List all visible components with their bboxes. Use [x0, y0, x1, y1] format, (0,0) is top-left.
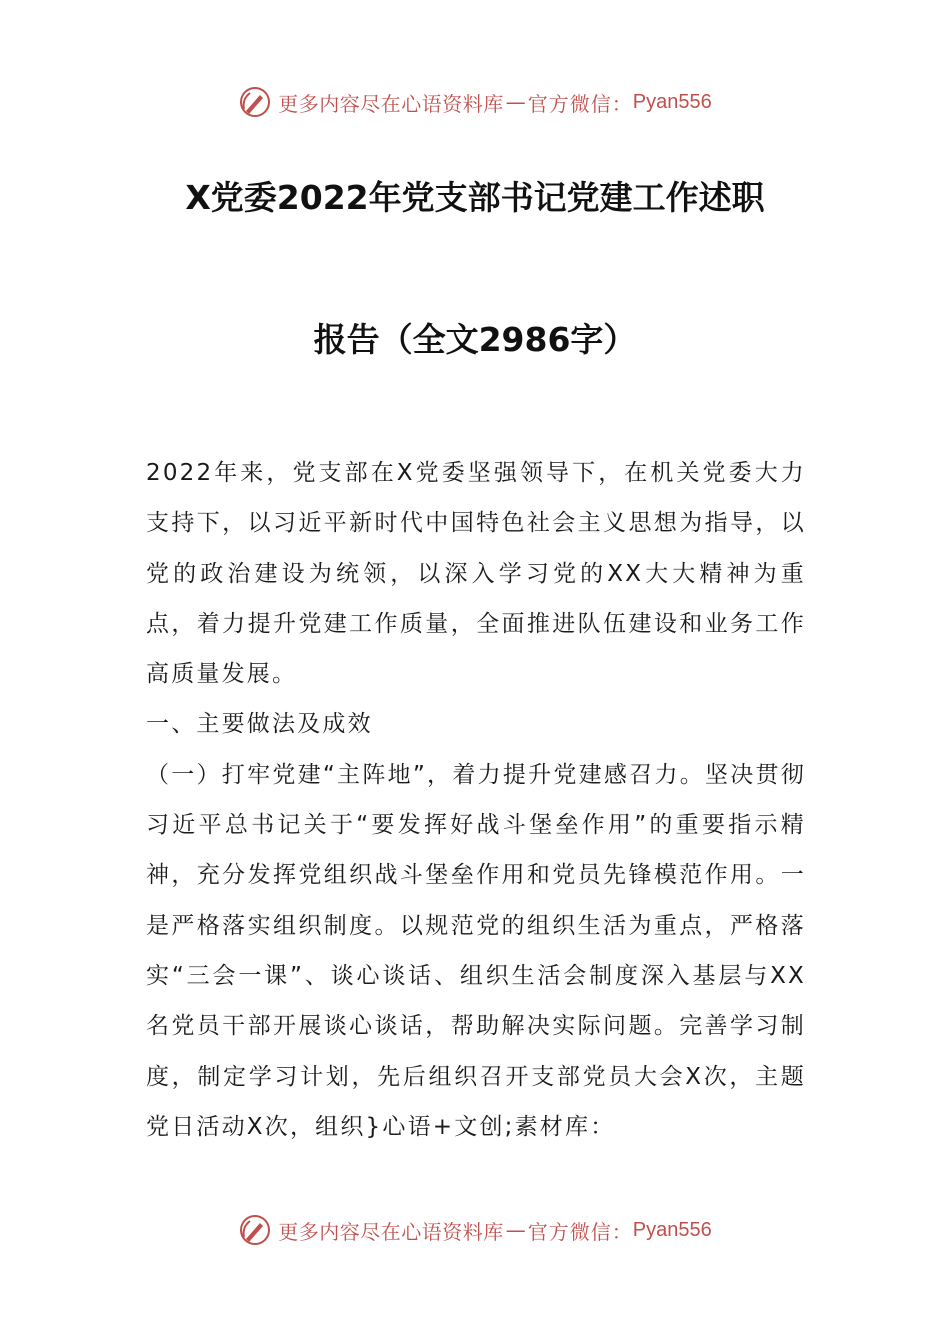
- watermark-wechat-id: Pyan556: [632, 1218, 712, 1241]
- section-heading: 一、主要做法及成效: [146, 711, 373, 738]
- paragraph-section-one: （一）打牢党建“主阵地”，着力提升党建感召力。坚决贯彻习近平总书记关于“要发挥好战斗堡垒作用”的重要指示精神，充分发挥党组织战斗堡垒作用和党员先锋模范作用。一是严格落实组织制度。以规范党的组织生活为重点，严格落实“三会一课”、谈心谈话、组织生活会制度深入基层与XX名党员干部开展谈心谈话，帮助解决实际问题。完善学习制度，制定学习计划，先后组织召开支部党员大会X次，主题党日活动X次，组织}心语+文创;素材库：: [146, 761, 806, 1140]
- watermark-contact-label: 官方微信：: [527, 91, 633, 116]
- watermark-brand: 更多内容尽在心语资料库: [278, 91, 504, 116]
- watermark-brand: 更多内容尽在心语资料库: [278, 1219, 504, 1244]
- document-body: [146, 448, 806, 1152]
- watermark-banner-top: [0, 80, 950, 124]
- document-title-line2: 报告（全文2986字）: [313, 320, 637, 359]
- pen-circle-icon: [238, 85, 272, 119]
- watermark-dash: —: [505, 1218, 526, 1242]
- watermark-dash: —: [505, 90, 526, 114]
- pen-circle-icon: [238, 1213, 272, 1247]
- document-title-line1: X党委2022年党支部书记党建工作述职: [185, 178, 765, 217]
- watermark-contact-label: 官方微信：: [527, 1219, 633, 1244]
- paragraph-intro: 2022年来，党支部在X党委坚强领导下，在机关党委大力支持下，以习近平新时代中国特色社会主义思想为指导，以党的政治建设为统领，以深入学习党的XX大大精神为重点，着力提升党建工作质量，全面推进队伍建设和业务工作高质量发展。: [146, 460, 806, 688]
- watermark-wechat-id: Pyan556: [632, 90, 712, 113]
- watermark-banner-bottom: [0, 1208, 950, 1252]
